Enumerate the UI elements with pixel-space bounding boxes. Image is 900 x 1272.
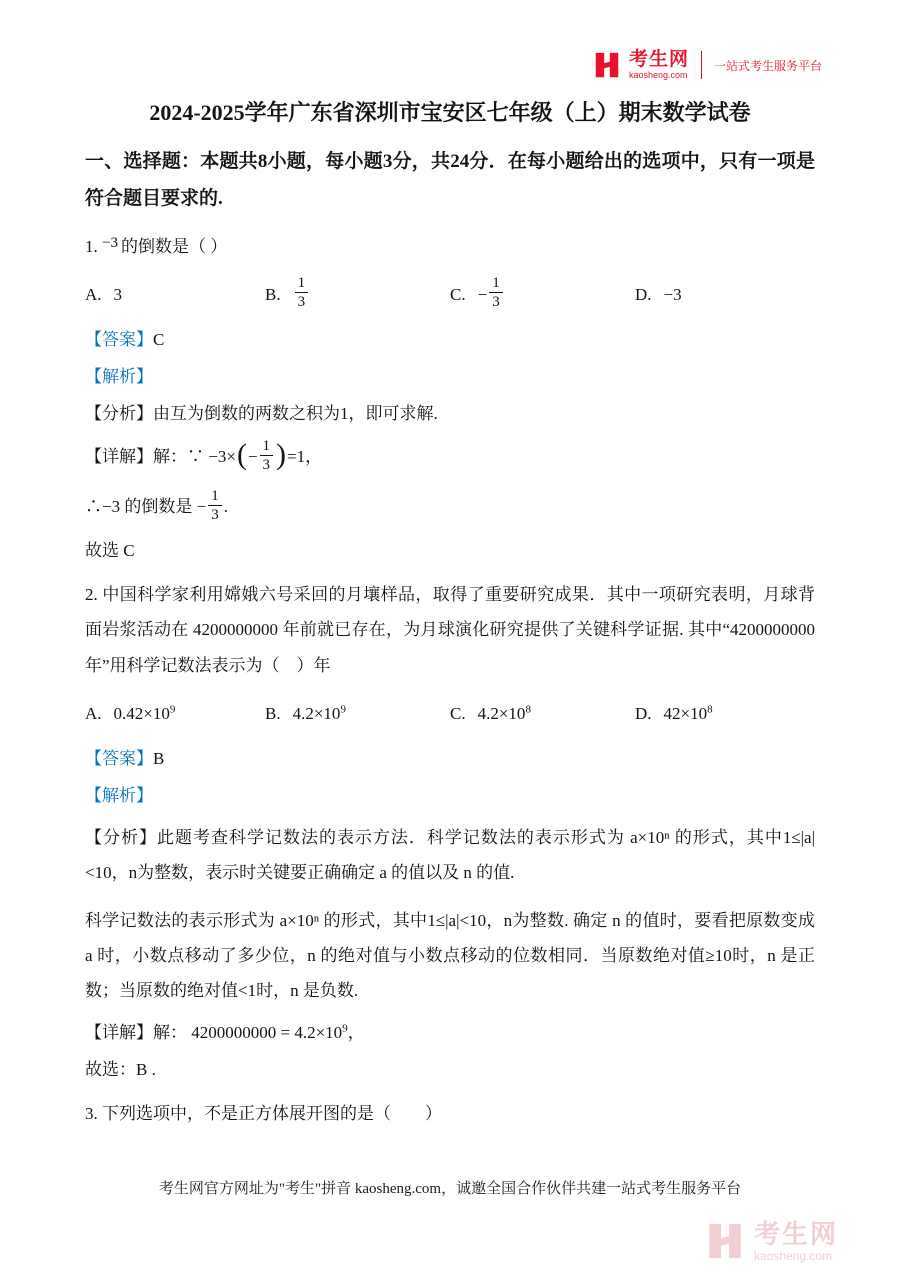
option-value: $0.42\times 10^9$ <box>113 702 176 723</box>
detail-label: 【详解】 <box>85 1022 153 1042</box>
fraction-denominator: 3 <box>211 507 219 524</box>
fraction-sign: − <box>196 496 207 516</box>
question-2-text: 中国科学家利用嫦娥六号采回的月壤样品，取得了重要研究成果．其中一项研究表明，月球背面岩浆活动在 4200000000 年前就已存在，为月球演化研究提供了关键科学证据. 其中“4200000000 年”用科学记数法表示为（ ）年 <box>85 584 815 675</box>
fraction-sign: − <box>477 284 488 304</box>
watermark-brand-domain: kaosheng.com <box>753 1248 833 1263</box>
option-value: −3 <box>663 284 682 304</box>
question-1-option-b <box>265 274 450 313</box>
question-1-jiexi <box>85 366 815 389</box>
analysis-label: 【解析】 <box>85 366 153 386</box>
watermark-text <box>753 1218 838 1263</box>
fraction-numerator: 1 <box>489 275 503 294</box>
question-2-option-a <box>85 704 265 724</box>
question-2-option-b <box>265 704 450 724</box>
question-1-option-c <box>450 274 635 313</box>
brand-name: 考生网 <box>628 49 689 70</box>
fraction <box>260 438 274 474</box>
page-title: 2024-2025学年广东省深圳市宝安区七年级（上）期末数学试卷 <box>149 100 751 125</box>
question-1-fenxi <box>85 403 815 426</box>
option-label: A. <box>85 284 102 304</box>
fraction-denominator: 3 <box>492 294 500 311</box>
exponent: 9 <box>169 702 176 715</box>
option-value: $42\times 10^8$ <box>663 702 713 723</box>
brand-divider <box>701 51 702 79</box>
answer-label: 【答案】 <box>85 748 153 768</box>
fraction <box>208 488 222 524</box>
option-label: D. <box>635 703 652 723</box>
watermark-brand-name: 考生网 <box>753 1218 838 1249</box>
detail-pre: 解：∵ <box>153 446 209 466</box>
question-1-number: 1. <box>85 237 98 257</box>
section-intro: 一、选择题：本题共8小题，每小题3分，共24分．在每小题给出的选项中，只有一项是符合题目要求的. <box>85 151 815 210</box>
conclusion-pre: ∴−3 的倒数是 <box>85 496 197 516</box>
question-2-option-d <box>635 704 815 724</box>
exponent: 8 <box>525 702 531 715</box>
right-paren: ) <box>276 438 287 472</box>
question-1-conclusion <box>85 487 815 526</box>
question-1-text: 的倒数是（ ） <box>120 237 228 257</box>
question-1-option-a <box>85 285 265 305</box>
fenxi-label: 【分析】 <box>85 403 153 423</box>
question-2-option-c <box>450 704 635 724</box>
brand-tagline: 一站式考生服务平台 <box>713 58 822 73</box>
question-2-fenxi-p1 <box>85 821 815 891</box>
analysis-label: 【解析】 <box>85 785 153 805</box>
option-value: 3 <box>113 284 123 304</box>
question-1-math: −3 <box>102 235 118 252</box>
exponent: 9 <box>340 702 346 715</box>
question-1-choice: 故选 C <box>85 540 135 560</box>
question-1-stem <box>85 229 815 265</box>
kaosheng-watermark-icon <box>704 1220 746 1262</box>
detail-math: −3× <box>208 446 236 466</box>
detail-post: =1， <box>287 446 323 466</box>
fraction-denominator: 3 <box>297 294 306 311</box>
answer-value: B <box>153 748 165 768</box>
answer-label: 【答案】 <box>85 329 153 349</box>
detail-math: 解： 4200000000 = 4.2×10 <box>153 1022 343 1042</box>
question-3-number: 3. <box>85 1103 98 1123</box>
left-paren: ( <box>236 438 247 472</box>
option-label: B. <box>265 284 281 304</box>
answer-value: C <box>153 329 165 349</box>
site-logo <box>592 50 822 80</box>
question-2-detail <box>85 1022 815 1045</box>
question-1-answer <box>85 329 815 352</box>
exponent: 8 <box>707 702 713 715</box>
option-value: $4.2\times 10^8$ <box>477 702 531 723</box>
question-3-text: 下列选项中，不是正方体展开图的是（ ） <box>102 1103 442 1123</box>
fraction-numerator: 1 <box>208 488 222 507</box>
fenxi-label: 【分析】 <box>85 828 157 848</box>
option-value: $4.2\times 10^9$ <box>292 702 346 723</box>
conclusion-post: . <box>223 496 228 516</box>
watermark-logo <box>704 1220 838 1262</box>
detail-post: ， <box>347 1022 365 1042</box>
option-label: C. <box>450 284 466 304</box>
brand-domain: kaosheng.com <box>628 70 688 80</box>
fenxi-text: 由互为倒数的两数之积为1，即可求解. <box>153 403 438 423</box>
question-2-fenxi-p2: 科学记数法的表示形式为 a×10ⁿ 的形式，其中1≤|a|<10，n为整数. 确定 n 的值时，要看把原数变成 a 时，小数点移动了多少位，n 的绝对值与小数点移动的位数相同．当原数绝对值≥10时，n 是正数；当原数的绝对值<1时，n 是负数. <box>85 911 815 1000</box>
exponent: 9 <box>342 1022 348 1035</box>
question-1-detail <box>85 437 815 476</box>
option-label: A. <box>85 703 102 723</box>
question-2-number: 2. <box>85 584 98 604</box>
kaosheng-logo-icon <box>592 50 622 80</box>
question-1-option-d <box>635 285 815 305</box>
question-2-answer <box>85 748 815 771</box>
brand-text <box>629 50 689 80</box>
fenxi-text: 此题考查科学记数法的表示方法．科学记数法的表示形式为 a×10ⁿ 的形式，其中1≤|a|<10，n为整数，表示时关键要正确确定 a 的值以及 n 的值. <box>85 828 815 883</box>
option-label: D. <box>635 284 652 304</box>
fraction <box>489 275 503 311</box>
fraction-numerator: 1 <box>295 275 309 294</box>
option-label: C. <box>450 703 466 723</box>
fraction-denominator: 3 <box>262 457 271 474</box>
question-3-stem <box>85 1096 815 1132</box>
fraction <box>295 275 309 311</box>
option-label: B. <box>265 703 281 723</box>
detail-label: 【详解】 <box>85 446 153 466</box>
question-2-choice: 故选：B . <box>85 1059 156 1079</box>
question-2-options <box>85 694 815 734</box>
fraction-sign: − <box>247 446 258 466</box>
question-2-jiexi <box>85 785 815 808</box>
fraction-numerator: 1 <box>260 438 274 457</box>
question-1-options <box>85 275 815 315</box>
question-2-stem <box>85 577 815 684</box>
page-footer: 考生网官方网址为"考生"拼音 kaosheng.com，诚邀全国合作伙伴共建一站式考生服务平台 <box>158 1181 742 1197</box>
